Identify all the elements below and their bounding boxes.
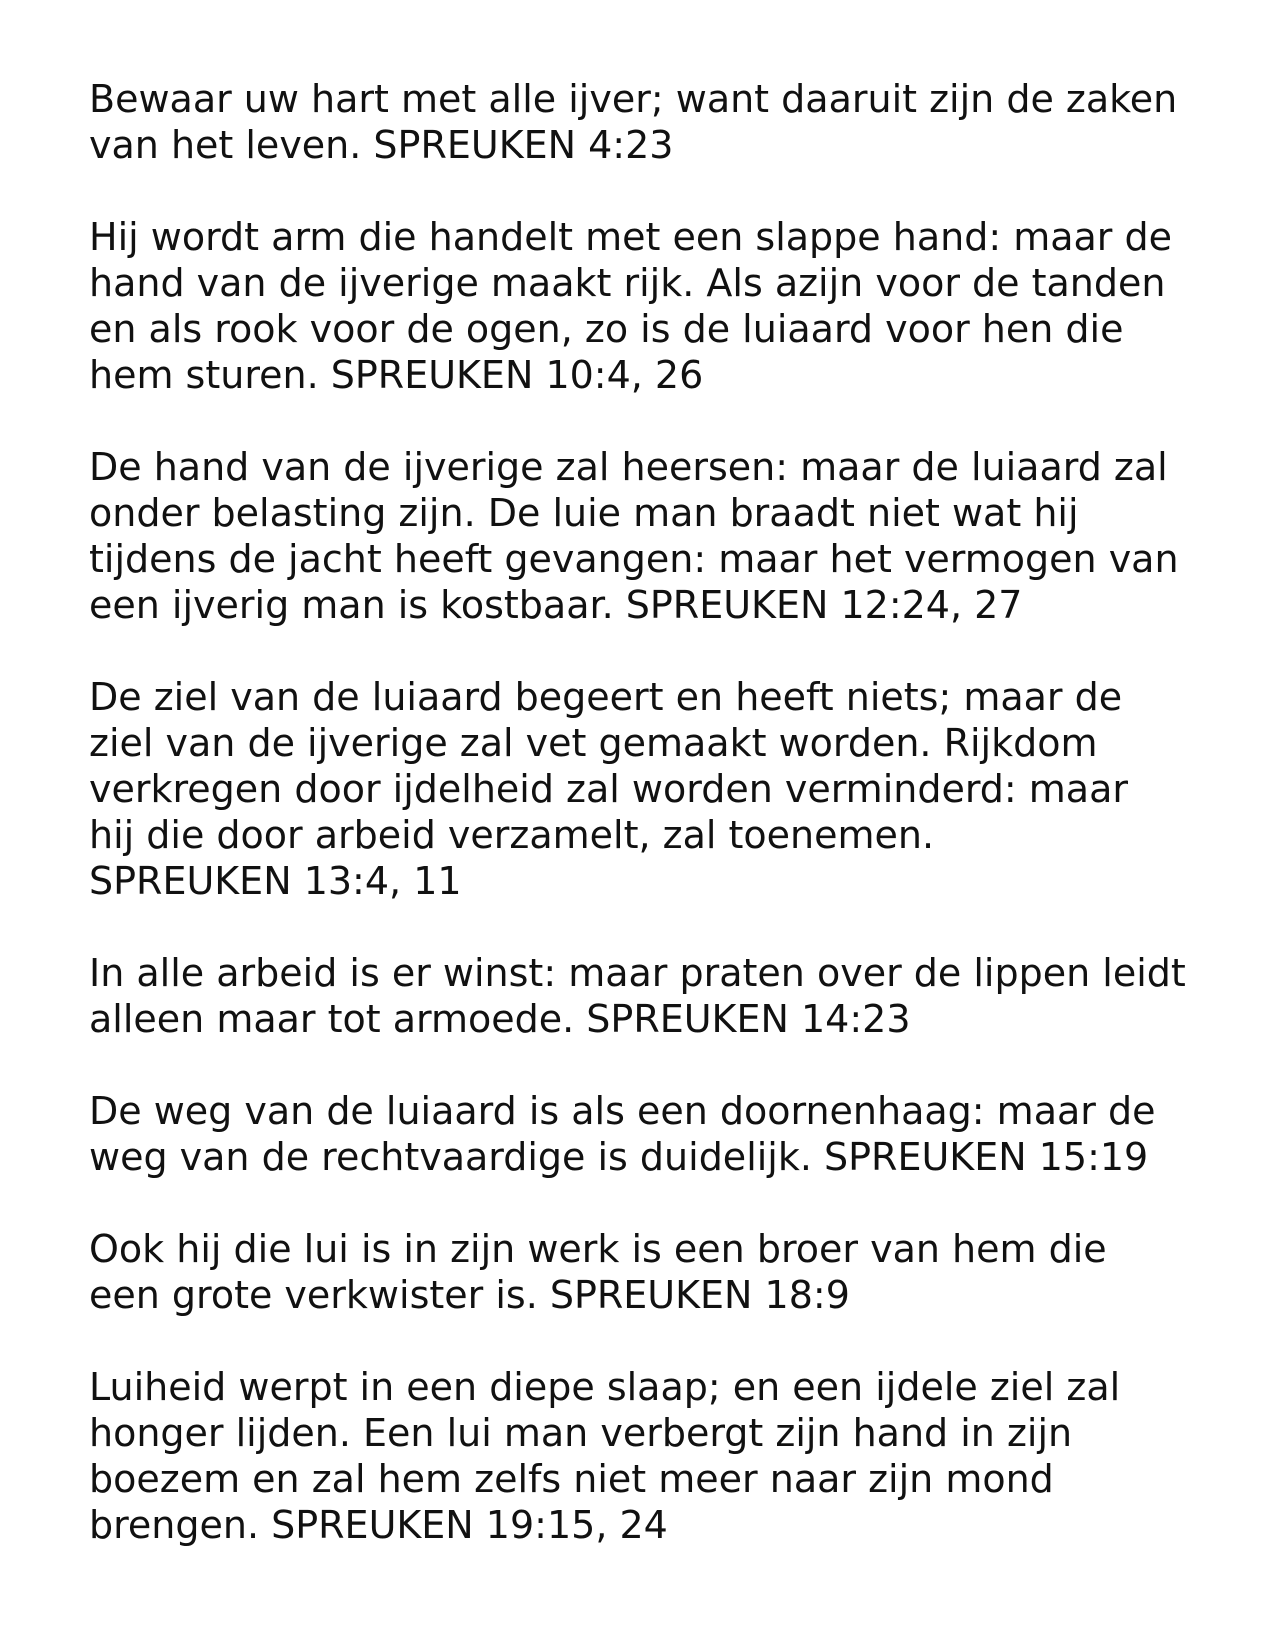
verse-paragraph-5: In alle arbeid is er winst: maar praten over de lippen leidt alleen maar tot armoede. SPREUKEN 14:23 <box>89 951 1186 1041</box>
verse-paragraph-4: De ziel van de luiaard begeert en heeft niets; maar de ziel van de ijverige zal vet gemaakt worden. Rijkdom verkregen door ijdelheid zal worden verminderd: maar hij die door arbeid verzamelt, zal toenemen. SPREUKEN 13:4, 11 <box>89 675 1129 903</box>
verse-paragraph-7: Ook hij die lui is in zijn werk is een broer van hem die een grote verkwister is. SPREUKEN 18:9 <box>89 1227 1107 1317</box>
document-body <box>89 76 1229 1594</box>
verse-paragraph-1: Bewaar uw hart met alle ijver; want daaruit zijn de zaken van het leven. SPREUKEN 4:23 <box>89 77 1178 167</box>
verse-paragraph-6: De weg van de luiaard is als een doornenhaag: maar de weg van de rechtvaardige is duidelijk. SPREUKEN 15:19 <box>89 1089 1156 1179</box>
verse-paragraph-8: Luiheid werpt in een diepe slaap; en een ijdele ziel zal honger lijden. Een lui man verbergt zijn hand in zijn boezem en zal hem zelfs niet meer naar zijn mond brengen. SPREUKEN 19:15, 24 <box>89 1365 1121 1547</box>
verse-paragraph-2: Hij wordt arm die handelt met een slappe hand: maar de hand van de ijverige maakt rijk. Als azijn voor de tanden en als rook voor de ogen, zo is de luiaard voor hen die hem sturen. SPREUKEN 10:4, 26 <box>89 215 1172 397</box>
verse-paragraph-3: De hand van de ijverige zal heersen: maar de luiaard zal onder belasting zijn. De luie man braadt niet wat hij tijdens de jacht heeft gevangen: maar het vermogen van een ijverig man is kostbaar. SPREUKEN 12:24, 27 <box>89 445 1179 627</box>
